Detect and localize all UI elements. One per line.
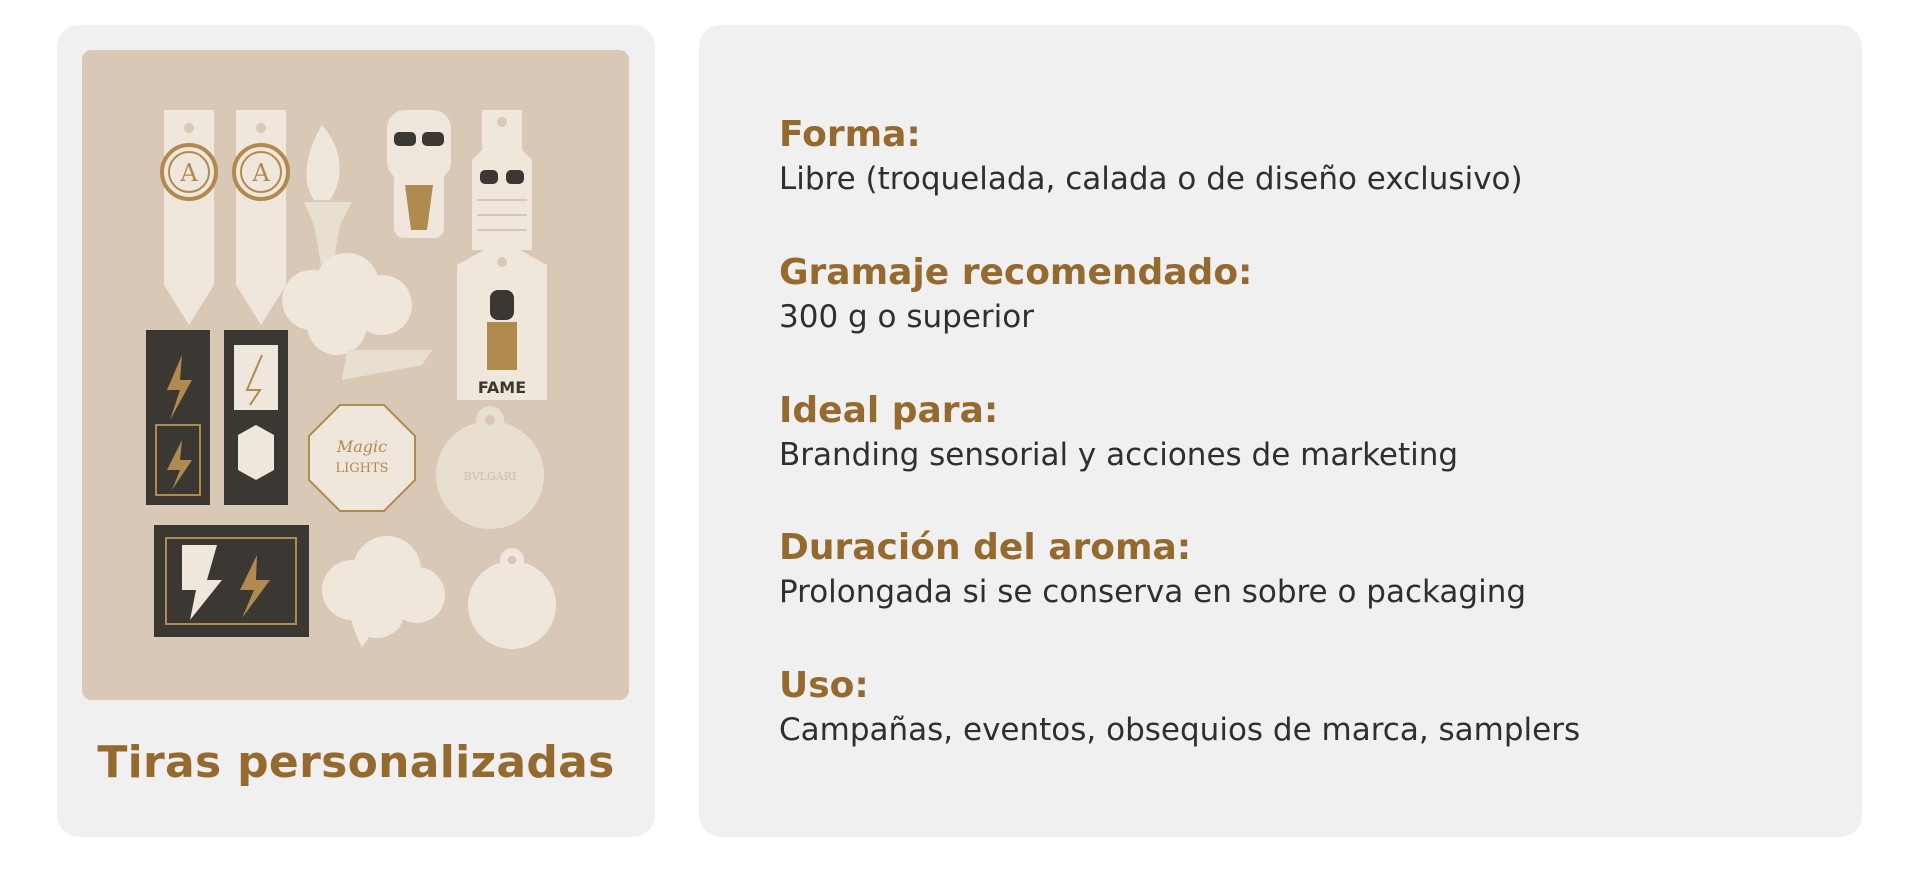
tag-text: FAME [477, 378, 527, 397]
product-title: Tiras personalizadas [97, 737, 615, 788]
strip-pointed-2 [234, 110, 288, 325]
spec-label: Duración del aroma: [779, 527, 1192, 568]
spec-value: 300 g o superior [779, 299, 1034, 335]
lightning-tag-2 [224, 330, 288, 505]
tag-text: BVLGARI [463, 470, 517, 483]
product-card [57, 25, 655, 837]
spec-ideal-para [779, 389, 1458, 475]
spec-label: Ideal para: [779, 390, 999, 431]
product-photo [82, 50, 629, 700]
spec-duracion [779, 526, 1526, 612]
spec-uso [779, 664, 1580, 750]
tag-text: Magic [336, 437, 388, 456]
specs-card [699, 25, 1862, 837]
spec-value: Libre (troquelada, calada o de diseño exclusivo) [779, 161, 1523, 197]
strip-pointed-1 [162, 110, 216, 325]
strip-letter: A [180, 159, 198, 187]
spec-value: Prolongada si se conserva en sobre o packaging [779, 574, 1527, 610]
lightning-tag-1 [146, 330, 210, 505]
custom-scent-strips-photo [82, 50, 629, 700]
fame-tag [457, 240, 547, 400]
strip-letter: A [252, 159, 270, 187]
magic-lights-tag [309, 405, 415, 511]
spec-label: Forma: [779, 114, 921, 155]
spec-gramaje [779, 251, 1252, 337]
lightning-card [154, 525, 309, 637]
spec-label: Uso: [779, 665, 869, 706]
spec-value: Campañas, eventos, obsequios de marca, samplers [779, 712, 1581, 748]
spec-label: Gramaje recomendado: [779, 252, 1253, 293]
spec-forma [779, 113, 1523, 199]
spec-value: Branding sensorial y acciones de marketing [779, 437, 1459, 473]
bear-strip [387, 110, 451, 238]
tag-text: LIGHTS [335, 461, 389, 476]
